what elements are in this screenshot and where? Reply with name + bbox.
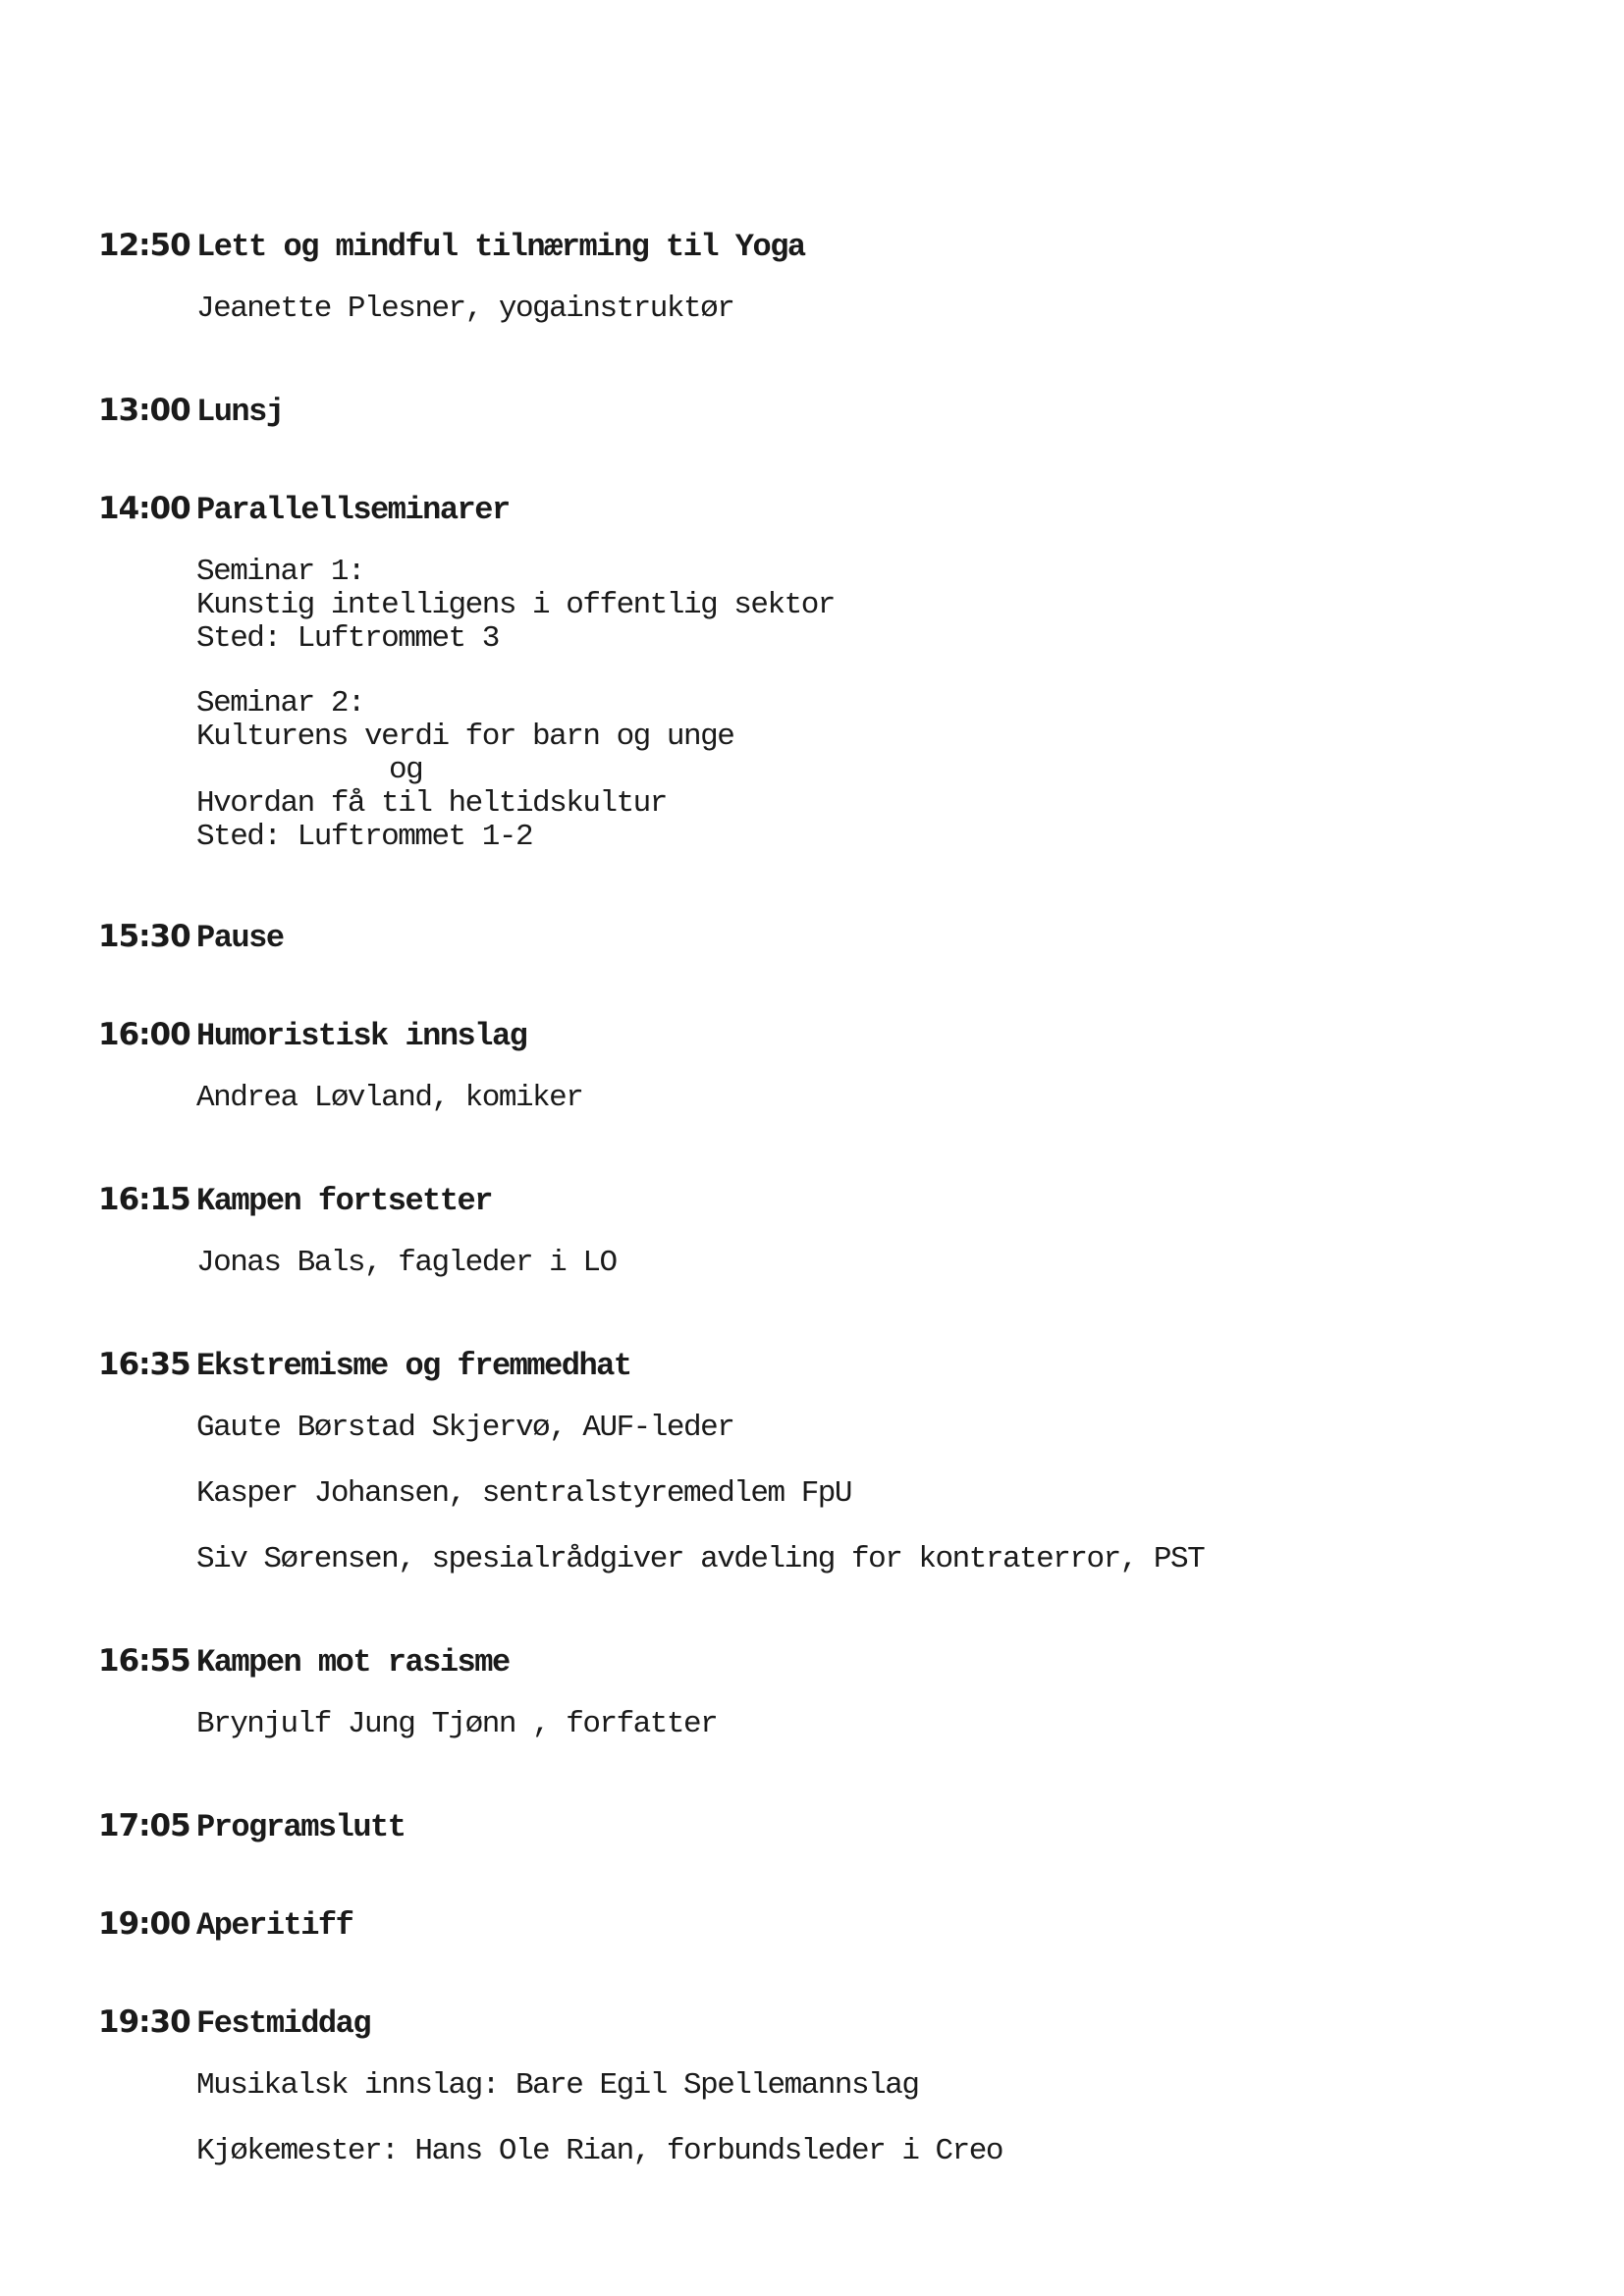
entry-title: Festmiddag xyxy=(196,2005,371,2042)
entry-time: 13:00 xyxy=(98,393,190,428)
entry-time: 15:30 xyxy=(98,919,190,954)
entry-detail: Siv Sørensen, spesialrådgiver avdeling for kontraterror, PST xyxy=(196,1542,1205,1576)
entry-title: Aperitiff xyxy=(196,1907,353,1944)
schedule-entry xyxy=(98,1643,1522,1741)
seminar-2-label: Seminar 2: xyxy=(196,686,365,721)
entry-detail: Kjøkemester: Hans Ole Rian, forbundsleder i Creo xyxy=(196,2134,1002,2168)
entry-detail: Kasper Johansen, sentralstyremedlem FpU xyxy=(196,1476,852,1511)
entry-title: Lunsj xyxy=(196,394,284,430)
schedule-entry xyxy=(98,393,1522,436)
entry-title: Ekstremisme og fremmedhat xyxy=(196,1348,631,1384)
entry-title: Kampen fortsetter xyxy=(196,1183,492,1219)
entry-detail: Brynjulf Jung Tjønn , forfatter xyxy=(196,1707,718,1741)
entry-detail: Gaute Børstad Skjervø, AUF-leder xyxy=(196,1411,734,1445)
schedule-entry xyxy=(98,491,1522,854)
seminar-1-topic: Kunstig intelligens i offentlig sektor xyxy=(196,588,835,622)
schedule-entry xyxy=(98,1182,1522,1280)
entry-time: 14:00 xyxy=(98,491,190,526)
schedule-entry xyxy=(98,1906,1522,1949)
entry-title: Pause xyxy=(196,920,284,956)
entry-detail: Jeanette Plesner, yogainstruktør xyxy=(196,292,734,326)
entry-detail: Andrea Løvland, komiker xyxy=(196,1081,583,1115)
entry-time: 19:00 xyxy=(98,1906,190,1942)
entry-time: 16:55 xyxy=(98,1643,190,1679)
entry-time: 16:15 xyxy=(98,1182,190,1217)
seminar-2-location: Sted: Luftrommet 1-2 xyxy=(196,820,533,854)
seminar-2-conjunction: og xyxy=(389,753,423,787)
entry-title: Kampen mot rasisme xyxy=(196,1644,510,1681)
schedule-entry xyxy=(98,2004,1522,2168)
entry-time: 12:50 xyxy=(98,228,190,263)
entry-time: 19:30 xyxy=(98,2004,190,2040)
entry-time: 17:05 xyxy=(98,1808,190,1843)
seminar-1-location: Sted: Luftrommet 3 xyxy=(196,621,499,656)
schedule-entry xyxy=(98,228,1522,326)
schedule-entry xyxy=(98,1347,1522,1576)
entry-title: Programslutt xyxy=(196,1809,406,1845)
schedule-entry xyxy=(98,1017,1522,1115)
entry-title: Lett og mindful tilnærming til Yoga xyxy=(196,229,805,265)
entry-time: 16:00 xyxy=(98,1017,190,1052)
schedule-entry xyxy=(98,919,1522,962)
entry-detail: Jonas Bals, fagleder i LO xyxy=(196,1246,617,1280)
entry-time: 16:35 xyxy=(98,1347,190,1382)
schedule-entry xyxy=(98,1808,1522,1851)
entry-title: Humoristisk innslag xyxy=(196,1018,527,1054)
seminar-2-topic: Kulturens verdi for barn og unge xyxy=(196,720,734,754)
entry-title: Parallellseminarer xyxy=(196,492,510,528)
entry-detail: Musikalsk innslag: Bare Egil Spellemannslag xyxy=(196,2068,919,2103)
seminar-2-topic-second: Hvordan få til heltidskultur xyxy=(196,786,667,821)
seminar-1-label: Seminar 1: xyxy=(196,555,365,589)
